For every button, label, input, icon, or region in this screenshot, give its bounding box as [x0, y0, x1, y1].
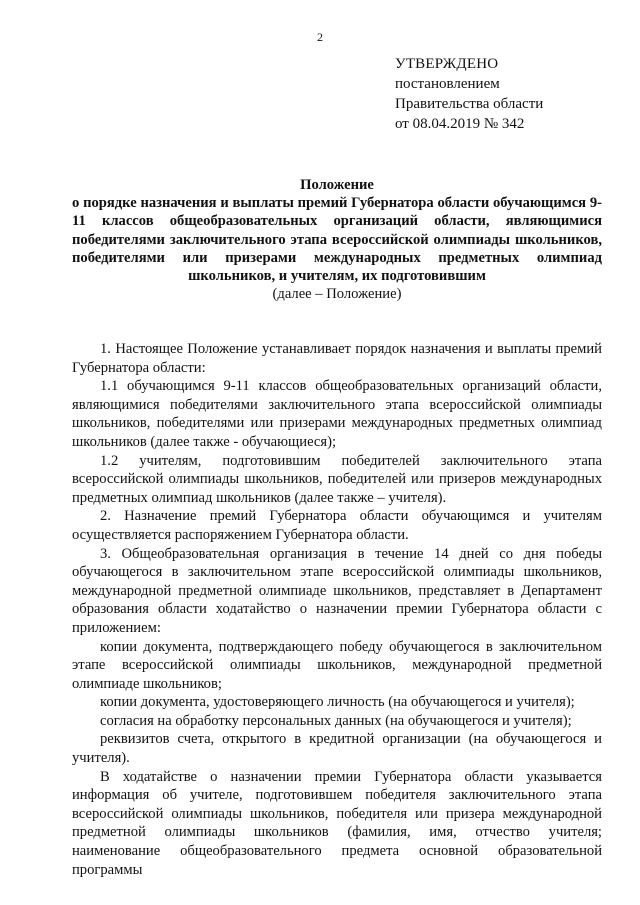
paragraph: 1.2 учителям, подготовившим победителей заключительного этапа всероссийской олимпиады школьников, победителей или призеров международных предметных олимпиад школьников (далее также – учителя). — [72, 452, 602, 506]
approval-stamp-block — [395, 54, 615, 134]
document-alias: (далее – Положение) — [272, 286, 402, 303]
attachment-item: копии документа, удостоверяющего личность (на обучающегося и учителя); — [100, 694, 575, 711]
approval-line: постановлением — [395, 76, 500, 92]
document-title-block — [72, 176, 602, 303]
approval-heading: УТВЕРЖДЕНО — [395, 56, 499, 72]
paragraph: 3. Общеобразовательная организация в течение 14 дней со дня победы обучающегося в заключительном этапе всероссийской олимпиады школьников, международной предметной олимпиаде школьников, представляет в Департамент образования области ходатайство о назначении премии Губернатора области с приложением: — [72, 545, 602, 636]
document-subtitle: о порядке назначения и выплаты премий Губернатора области обучающимся 9-11 классов общеобразовательных организаций области, являющимися победителями заключительного этапа всероссийской олимпиады школьников, победителями или призерами международных предметных олимпиад школьников, и учителям, их подготовившим — [72, 195, 602, 285]
attachment-item: реквизитов счета, открытого в кредитной организации (на обучающегося и учителя). — [72, 731, 602, 767]
paragraph: 1. Настоящее Положение устанавливает порядок назначения и выплаты премий Губернатора области: — [72, 341, 602, 376]
attachment-item: согласия на обработку персональных данных (на обучающегося и учителя); — [100, 712, 572, 729]
paragraph: 2. Назначение премий Губернатора области обучающимся и учителям осуществляется распоряжением Губернатора области. — [72, 508, 602, 543]
document-title: Положение — [300, 177, 374, 193]
attachment-item: копии документа, подтверждающего победу обучающегося в заключительном этапе всероссийской олимпиады школьников, международной предметной олимпиаде школьников; — [72, 638, 602, 692]
approval-date-number: от 08.04.2019 № 342 — [395, 116, 525, 132]
document-body — [72, 340, 602, 879]
approval-line: Правительства области — [395, 96, 544, 112]
page-number: 2 — [317, 30, 323, 44]
paragraph: 1.1 обучающимся 9-11 классов общеобразовательных организаций области, являющимися победителями заключительного этапа всероссийской олимпиады школьников, победителями или призерами международных предметных олимпиад школьников (далее также - обучающиеся); — [72, 378, 602, 450]
paragraph: В ходатайстве о назначении премии Губернатора области указывается информация об учителе, подготовившем победителя заключительного этапа всероссийской олимпиады школьников, победителя или призера международной предметной олимпиады школьников (фамилия, имя, отчество учителя; наименование общеобразовательного предмета основной образовательной программы — [72, 768, 602, 878]
